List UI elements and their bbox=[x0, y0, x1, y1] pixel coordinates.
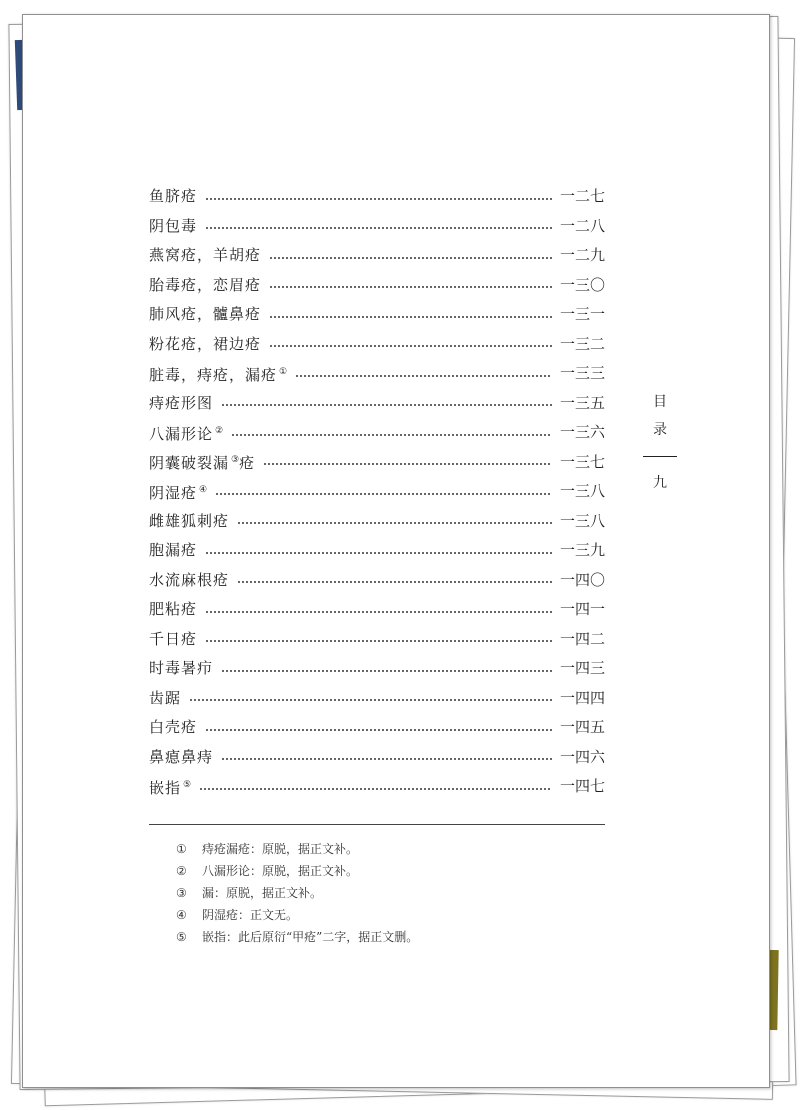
toc-entry-title-text: 八漏形论 bbox=[149, 424, 214, 443]
toc-entry-title bbox=[149, 446, 255, 479]
page-number: 九 bbox=[653, 475, 667, 491]
toc-entry-title-text: 阴囊破裂漏 bbox=[149, 454, 230, 472]
toc-entry bbox=[149, 359, 605, 389]
toc-entry-title-text: 痔疮形图 bbox=[149, 393, 214, 412]
dot-leader bbox=[205, 640, 552, 642]
toc-entry-page: 一二七 bbox=[559, 187, 605, 205]
footnote-reference: ④ bbox=[199, 484, 208, 495]
toc-entry-title-text: 鱼脐疮 bbox=[149, 187, 198, 205]
dot-leader bbox=[269, 316, 552, 318]
toc-entry-page: 一四六 bbox=[559, 747, 605, 766]
dot-leader bbox=[263, 463, 552, 465]
footnote-text: 痔疮漏疮：原脱，据正文补。 bbox=[202, 842, 359, 856]
toc-entry bbox=[149, 330, 605, 360]
toc-entry bbox=[149, 271, 605, 301]
footnote-text: 八漏形论：原脱，据正文补。 bbox=[202, 864, 359, 878]
toc-entry-page: 一二八 bbox=[559, 216, 605, 235]
dot-leader bbox=[231, 434, 552, 436]
footnote bbox=[176, 860, 418, 882]
footnote-number: ② bbox=[176, 864, 187, 878]
footnote-rule bbox=[149, 824, 605, 825]
dot-leader bbox=[205, 552, 552, 554]
toc-entry-title-text: 肺风疮，髗鼻疮 bbox=[149, 305, 262, 323]
dot-leader bbox=[269, 257, 552, 259]
toc-entry-title-text: 胎毒疮，恋眉疮 bbox=[149, 275, 262, 294]
toc-entry-title bbox=[149, 300, 261, 330]
toc-entry-title-text: 嵌指 bbox=[149, 778, 182, 797]
toc-entry-page: 一二九 bbox=[559, 246, 605, 264]
toc-entry bbox=[149, 477, 605, 507]
toc-entry bbox=[149, 743, 605, 773]
toc-entry-title bbox=[149, 330, 261, 360]
toc-entry-page: 一三〇 bbox=[559, 275, 605, 294]
toc-entry-page: 一三八 bbox=[559, 482, 605, 500]
toc-entry bbox=[149, 536, 605, 566]
toc-entry-title-text: 鼻瘜鼻痔 bbox=[149, 747, 214, 766]
toc-entry-title-text: 粉花疮，裙边疮 bbox=[149, 334, 262, 353]
dot-leader bbox=[221, 758, 552, 760]
dot-leader bbox=[221, 404, 552, 406]
toc-entry-title-text: 疮 bbox=[239, 454, 256, 472]
footnote bbox=[176, 882, 418, 904]
toc-entry bbox=[149, 448, 605, 478]
toc-entry bbox=[149, 389, 605, 419]
dot-leader bbox=[205, 198, 552, 200]
toc-entry-title bbox=[149, 625, 197, 655]
footnote-text: 嵌指：此后原衍“甲疮”二字，据正文删。 bbox=[202, 930, 419, 944]
footnote-number: ① bbox=[176, 842, 187, 856]
running-header-char: 录 bbox=[653, 422, 667, 438]
toc-entry bbox=[149, 595, 605, 625]
toc-entry-page: 一四一 bbox=[559, 600, 605, 618]
toc-entry-title bbox=[149, 358, 287, 391]
dot-leader bbox=[199, 788, 552, 790]
toc-entry bbox=[149, 212, 605, 242]
toc-entry-title bbox=[149, 476, 207, 509]
toc-entry-page: 一四二 bbox=[559, 629, 605, 648]
dot-leader bbox=[205, 611, 552, 613]
dot-leader bbox=[189, 699, 552, 701]
toc-entry-title-text: 燕窝疮，羊胡疮 bbox=[149, 246, 262, 264]
dot-leader bbox=[221, 670, 552, 672]
toc-entry-title-text: 脏毒，痔疮，漏疮 bbox=[149, 365, 278, 384]
footnote-reference: ② bbox=[215, 425, 224, 436]
dot-leader bbox=[269, 345, 552, 347]
toc-entry-page: 一三五 bbox=[559, 393, 605, 412]
toc-entry bbox=[149, 241, 605, 271]
footnote-number: ④ bbox=[176, 908, 187, 922]
toc-entry bbox=[149, 566, 605, 596]
dot-leader bbox=[269, 286, 552, 288]
footnote-reference: ① bbox=[279, 366, 288, 377]
toc-entry bbox=[149, 684, 605, 714]
toc-entry-title-text: 时毒暑疖 bbox=[149, 659, 214, 677]
toc-entry-page: 一三六 bbox=[559, 423, 605, 441]
dot-leader bbox=[205, 227, 552, 229]
toc-entry-title bbox=[149, 182, 197, 212]
toc-entry-title-text: 肥粘疮 bbox=[149, 600, 198, 618]
toc-entry-title bbox=[149, 595, 197, 625]
footnote-text: 阴湿疮：正文无。 bbox=[202, 908, 299, 922]
toc-entry bbox=[149, 418, 605, 448]
toc-entry-title-text: 雌雄狐刺疮 bbox=[149, 511, 230, 530]
toc-entry-title bbox=[149, 212, 197, 242]
dot-leader bbox=[237, 522, 552, 524]
toc-entry-title bbox=[149, 771, 191, 804]
toc-entry-title-text: 胞漏疮 bbox=[149, 541, 198, 559]
toc-entry-page: 一四五 bbox=[559, 718, 605, 736]
toc-entry-title-text: 白壳疮 bbox=[149, 718, 198, 736]
toc-entry-page: 一四〇 bbox=[559, 570, 605, 589]
toc-entry-title bbox=[149, 654, 213, 684]
toc-entry-title bbox=[149, 566, 229, 596]
toc-entry-title-text: 阴包毒 bbox=[149, 216, 198, 235]
toc-entry-title bbox=[149, 507, 229, 537]
toc-entry bbox=[149, 625, 605, 655]
footnote-number: ⑤ bbox=[176, 930, 187, 944]
toc-entry bbox=[149, 182, 605, 212]
toc-entry-page: 一三三 bbox=[559, 364, 605, 382]
toc-entry-title bbox=[149, 241, 261, 271]
footnote bbox=[176, 904, 418, 926]
toc-entry-title bbox=[149, 743, 213, 773]
toc-entry-title-text: 阴湿疮 bbox=[149, 483, 198, 502]
toc-entry-page: 一三一 bbox=[559, 305, 605, 323]
running-header-char: 目 bbox=[653, 394, 667, 410]
toc-entry bbox=[149, 713, 605, 743]
toc-entry bbox=[149, 507, 605, 537]
toc-entry-page: 一三八 bbox=[559, 511, 605, 530]
footnotes bbox=[176, 838, 418, 948]
toc-entry-title bbox=[149, 536, 197, 566]
toc-entry-title-text: 水流麻根疮 bbox=[149, 570, 230, 589]
toc-entry-page: 一三七 bbox=[559, 452, 605, 471]
toc-entry-page: 一四三 bbox=[559, 659, 605, 677]
footnote bbox=[176, 838, 418, 860]
toc-entry bbox=[149, 772, 605, 802]
toc-entry-title bbox=[149, 713, 197, 743]
toc-entry-page: 一三九 bbox=[559, 541, 605, 559]
toc-entry-title bbox=[149, 417, 223, 450]
toc-entry-title bbox=[149, 389, 213, 419]
dot-leader bbox=[205, 729, 552, 731]
toc-entry-page: 一三二 bbox=[559, 334, 605, 353]
running-header-rule bbox=[643, 456, 677, 457]
toc-entry bbox=[149, 654, 605, 684]
toc-entry-page: 一四七 bbox=[559, 777, 605, 795]
toc-entry-page: 一四四 bbox=[559, 688, 605, 707]
footnote-number: ③ bbox=[176, 886, 187, 900]
footnote-reference: ⑤ bbox=[183, 779, 192, 790]
toc-entry-title-text: 千日疮 bbox=[149, 629, 198, 648]
running-header bbox=[642, 388, 678, 497]
toc-entry bbox=[149, 300, 605, 330]
dot-leader bbox=[237, 581, 552, 583]
dot-leader bbox=[295, 375, 552, 377]
footnote-text: 漏：原脱，据正文补。 bbox=[202, 886, 323, 900]
footnote bbox=[176, 926, 418, 948]
toc-entry-title-text: 齿踞 bbox=[149, 688, 182, 707]
toc-entry-title bbox=[149, 684, 181, 714]
toc-entry-title bbox=[149, 271, 261, 301]
dot-leader bbox=[215, 493, 552, 495]
table-of-contents bbox=[149, 182, 605, 802]
footnote-reference: ③ bbox=[231, 455, 240, 465]
